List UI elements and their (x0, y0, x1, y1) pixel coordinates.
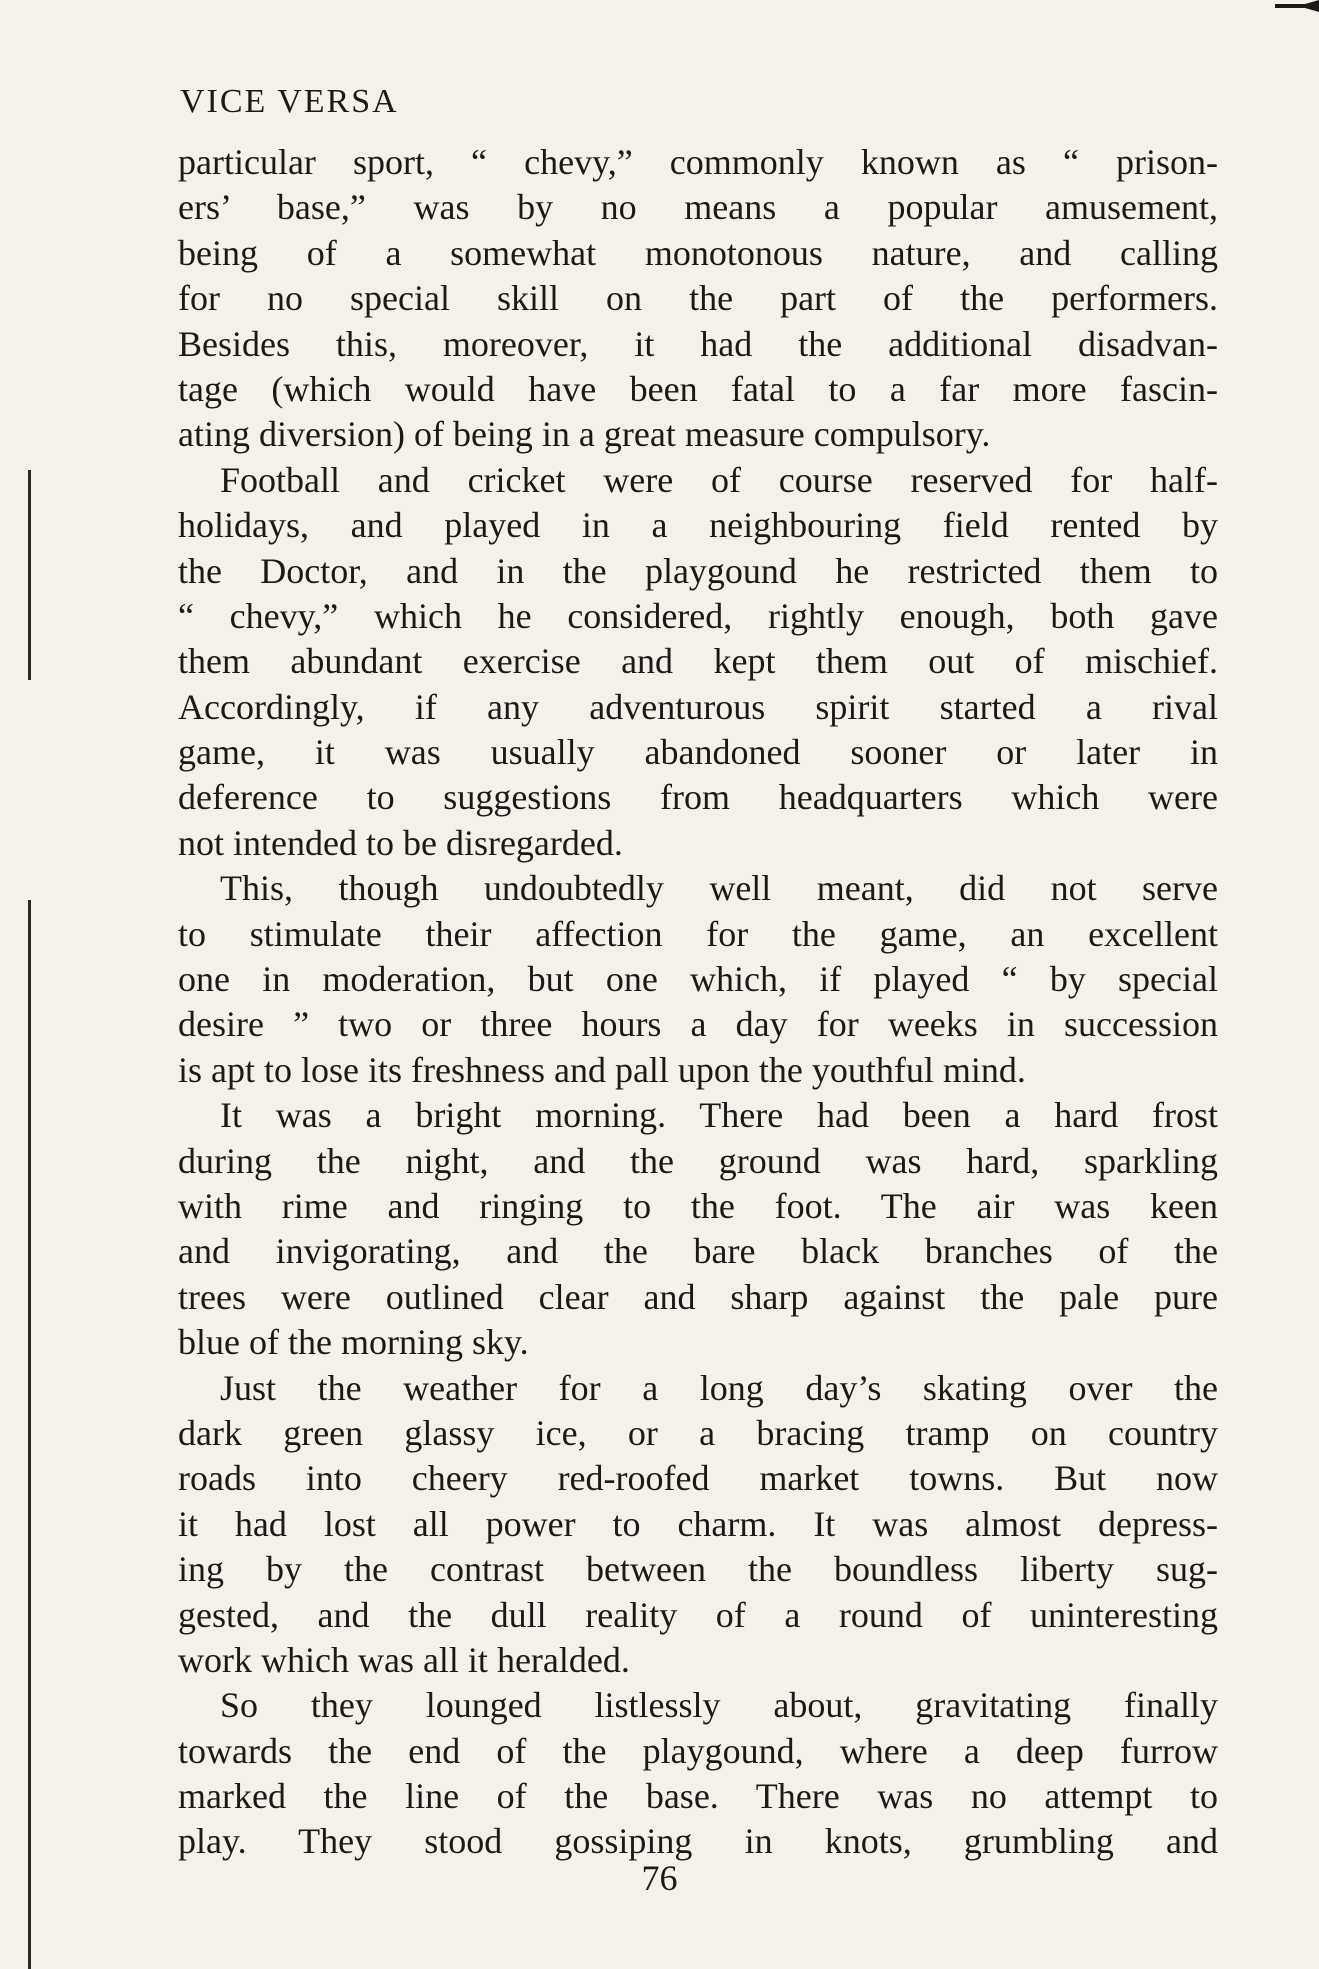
text-line: Just the weather for a long day’s skating over the (220, 1367, 1218, 1408)
text-line: and invigorating, and the bare black branches of the (178, 1231, 1218, 1272)
text-line: roads into cheery red-roofed market towns. But now (178, 1458, 1218, 1499)
text-line: ing by the contrast between the boundless liberty sug- (178, 1549, 1218, 1590)
text-line: desire ” two or three hours a day for weeks in succession (178, 1004, 1218, 1045)
text-line: particular sport, “ chevy,” commonly known as “ prison- (178, 142, 1218, 182)
text-line: ating diversion) of being in a great measure compulsory. (178, 414, 991, 455)
text-line: for no special skill on the part of the performers. (178, 278, 1218, 319)
text-line: Football and cricket were of course reserved for half- (220, 459, 1218, 500)
text-line: gested, and the dull reality of a round of uninteresting (178, 1594, 1218, 1635)
text-line: tage (which would have been fatal to a far more fascin- (178, 368, 1218, 409)
text-line: the Doctor, and in the playgound he restricted them to (178, 550, 1218, 591)
text-line: work which was all it heralded. (178, 1639, 630, 1680)
text-line: being of a somewhat monotonous nature, and calling (178, 232, 1218, 273)
text-line: deference to suggestions from headquarters which were (178, 777, 1218, 818)
running-head: VICE VERSA (180, 83, 399, 120)
binding-shadow-lower (28, 900, 31, 1969)
text-line: trees were outlined clear and sharp against the pale pure (178, 1276, 1218, 1317)
text-line: So they lounged listlessly about, gravitating finally (220, 1685, 1218, 1726)
text-line: not intended to be disregarded. (178, 822, 623, 863)
text-line: marked the line of the base. There was no attempt to (178, 1776, 1218, 1817)
text-line: It was a bright morning. There had been a hard frost (220, 1095, 1218, 1136)
text-line: with rime and ringing to the foot. The air was keen (178, 1185, 1218, 1226)
text-line: game, it was usually abandoned sooner or later in (178, 732, 1218, 773)
text-line: Accordingly, if any adventurous spirit started a rival (178, 686, 1218, 727)
text-line: one in moderation, but one which, if played “ by special (178, 959, 1218, 1000)
text-line: is apt to lose its freshness and pall upon the youthful mind. (178, 1049, 1026, 1090)
text-line: play. They stood gossiping in knots, grumbling and (178, 1821, 1218, 1862)
text-line: to stimulate their affection for the game, an excellent (178, 913, 1218, 954)
text-line: towards the end of the playgound, where a deep furrow (178, 1730, 1218, 1771)
page-corner-mark (1275, 0, 1319, 12)
text-line: Besides this, moreover, it had the additional disadvan- (178, 323, 1218, 364)
text-line: blue of the morning sky. (178, 1322, 529, 1363)
text-line: them abundant exercise and kept them out of mischief. (178, 641, 1218, 682)
body-text (178, 140, 1218, 1865)
text-line: “ chevy,” which he considered, rightly enough, both gave (178, 595, 1218, 636)
text-line: it had lost all power to charm. It was almost depress- (178, 1503, 1218, 1544)
text-line: holidays, and played in a neighbouring field rented by (178, 505, 1218, 546)
binding-shadow-upper (28, 470, 31, 680)
text-line: dark green glassy ice, or a bracing tramp on country (178, 1412, 1218, 1453)
text-line: ers’ base,” was by no means a popular amusement, (178, 187, 1218, 228)
text-line: This, though undoubtedly well meant, did not serve (220, 868, 1218, 909)
page-number: 76 (641, 1858, 678, 1898)
text-line: during the night, and the ground was hard, sparkling (178, 1140, 1218, 1181)
